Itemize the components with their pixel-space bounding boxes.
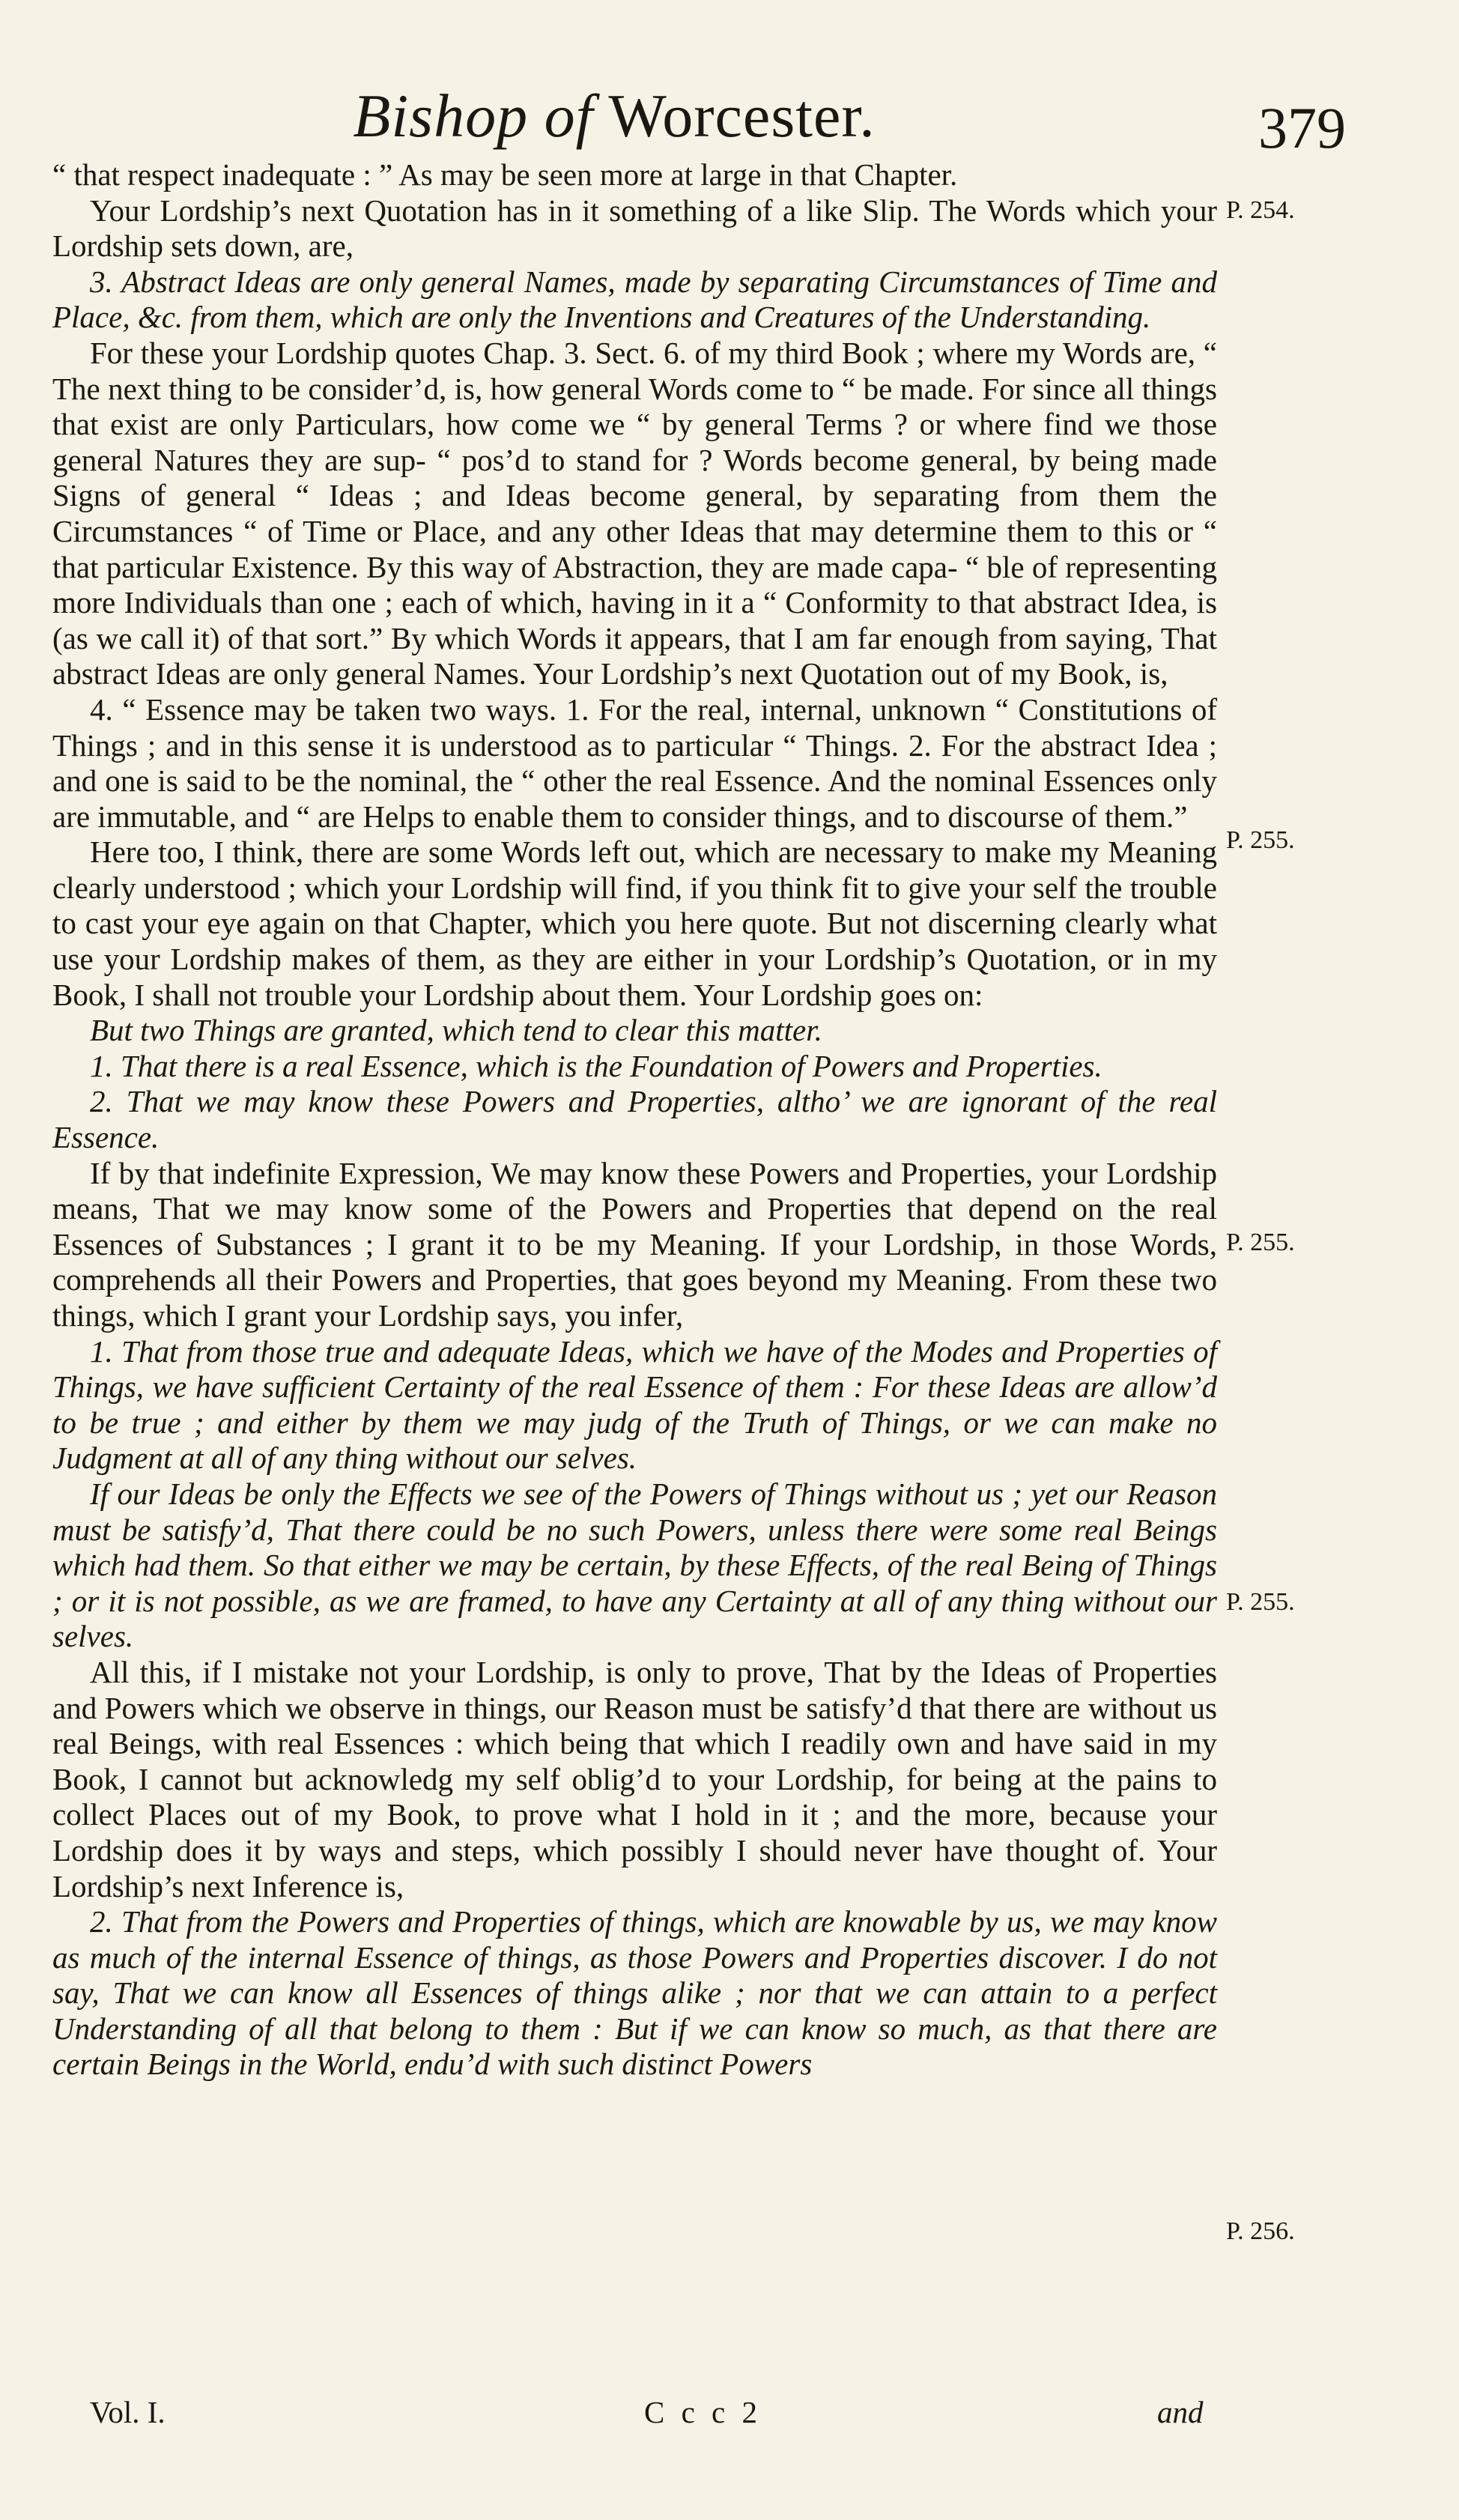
- inference-1-cont: If our Ideas be only the Effects we see of the Powers of Things without us ; yet our Reason must be satisfy’d, That there could be no such Powers, unless there were some real Beings which had them. So that either we may be certain, by these Effects, of the real Being of Things ; or it is not possible, as we are framed, to have any Certainty at all of any thing without our selves.: [52, 1476, 1217, 1654]
- margin-note-1: P. 254.: [1226, 196, 1295, 224]
- margin-note-4: P. 255.: [1226, 1588, 1295, 1616]
- page-number: 379: [1258, 95, 1346, 160]
- paragraph-2: Your Lordship’s next Quotation has in it something of a like Slip. The Words which your Lordship sets down, are,: [52, 193, 1217, 264]
- body-text: [52, 157, 1217, 2083]
- paragraph-1: “ that respect inadequate : ” As may be seen more at large in that Chapter.: [52, 157, 958, 192]
- page-header: [0, 81, 1459, 163]
- paragraph-6: Here too, I think, there are some Words left out, which are necessary to make my Meaning clearly understood ; which your Lordship will find, if you think fit to give your self the trouble to cast your eye again on that Chapter, which you here quote. But not discerning clearly what use your Lordship makes of them, as they are either in your Lordship’s Quotation, or in my Book, I shall not trouble your Lordship about them. Your Lordship goes on:: [52, 835, 1217, 1012]
- margin-note-3: P. 255.: [1226, 1229, 1295, 1256]
- catchword: and: [1157, 2395, 1204, 2429]
- granted-item-2: 2. That we may know these Powers and Properties, altho’ we are ignorant of the real Essence.: [52, 1084, 1217, 1155]
- page-footer: [0, 2394, 1459, 2439]
- quotation-4: 4. “ Essence may be taken two ways. 1. For the real, internal, unknown “ Constitutions of Things ; and in this sense it is understood as to particular “ Things. 2. For the abstract Idea ; and one is said to be the nominal, the “ other the real Essence. And the nominal Essences only are immutable, and “ are Helps to enable them to consider things, and to discourse of them.”: [52, 691, 1217, 834]
- margin-note-2: P. 255.: [1226, 826, 1295, 854]
- quotation-3: 3. Abstract Ideas are only general Names, made by separating Circumstances of Time and Place, &c. from them, which are only the Inventions and Creatures of the Understanding.: [52, 264, 1217, 335]
- paragraph-10: If by that indefinite Expression, We may know these Powers and Properties, your Lordship means, That we may know some of the Powers and Properties that depend on the real Essences of Substances ; I grant it to be my Meaning. If your Lordship, in those Words, comprehends all their Powers and Properties, that goes beyond my Meaning. From these two things, which I grant your Lordship says, you infer,: [52, 1155, 1217, 1333]
- volume-label: Vol. I.: [90, 2395, 166, 2429]
- paragraph-4: For these your Lordship quotes Chap. 3. Sect. 6. of my third Book ; where my Words are, “ The next thing to be consider’d, is, how general Words come to “ be made. For since all things that exist are only Particulars, how come we “ by general Terms ? or where find we those general Natures they are sup- “ pos’d to stand for ? Words become general, by being made Signs of general “ Ideas ; and Ideas become general, by separating from them the Circumstances “ of Time or Place, and any other Ideas that may determine them to this or “ that particular Existence. By this way of Abstraction, they are made capa- “ ble of representing more Individuals than one ; each of which, having in it a “ Conformity to that abstract Idea, is (as we call it) of that sort.” By which Words it appears, that I am far enough from saying, That abstract Ideas are only general Names. Your Lordship’s next Quotation out of my Book, is,: [52, 335, 1217, 691]
- signature-mark: C c c 2: [644, 2395, 762, 2429]
- inference-1: 1. That from those true and adequate Ideas, which we have of the Modes and Properties of Things, we have sufficient Certainty of the real Essence of them : For these Ideas are allow’d to be true ; and either by them we may judg of the Truth of Things, or we can make no Judgment at all of any thing without our selves.: [52, 1333, 1217, 1476]
- inference-2: 2. That from the Powers and Properties of things, which are knowable by us, we may know as much of the internal Essence of things, as those Powers and Properties discover. I do not say, That we can know all Essences of things alike ; nor that we can attain to a perfect Understanding of all that belong to them : But if we can know so much, as that there are certain Beings in the World, endu’d with such distinct Powers: [52, 1904, 1217, 2082]
- running-title: [352, 81, 876, 151]
- granted-line: But two Things are granted, which tend to clear this matter.: [90, 1013, 822, 1048]
- running-title-italic: Bishop of: [353, 82, 594, 150]
- paragraph-13: All this, if I mistake not your Lordship, is only to prove, That by the Ideas of Properties and Powers which we observe in things, our Reason must be satisfy’d that there are without us real Beings, with real Essences : which being that which I readily own and have said in my Book, I cannot but acknowledg my self oblig’d to your Lordship, for being at the pains to collect Places out of my Book, to prove what I hold in it ; and the more, because your Lordship does it by ways and steps, which possibly I should never have thought of. Your Lordship’s next Inference is,: [52, 1654, 1217, 1903]
- margin-note-5: P. 256.: [1226, 2217, 1295, 2245]
- running-title-roman: Worcester.: [608, 82, 876, 150]
- granted-item-1: 1. That there is a real Essence, which is the Foundation of Powers and Properties.: [90, 1048, 1102, 1083]
